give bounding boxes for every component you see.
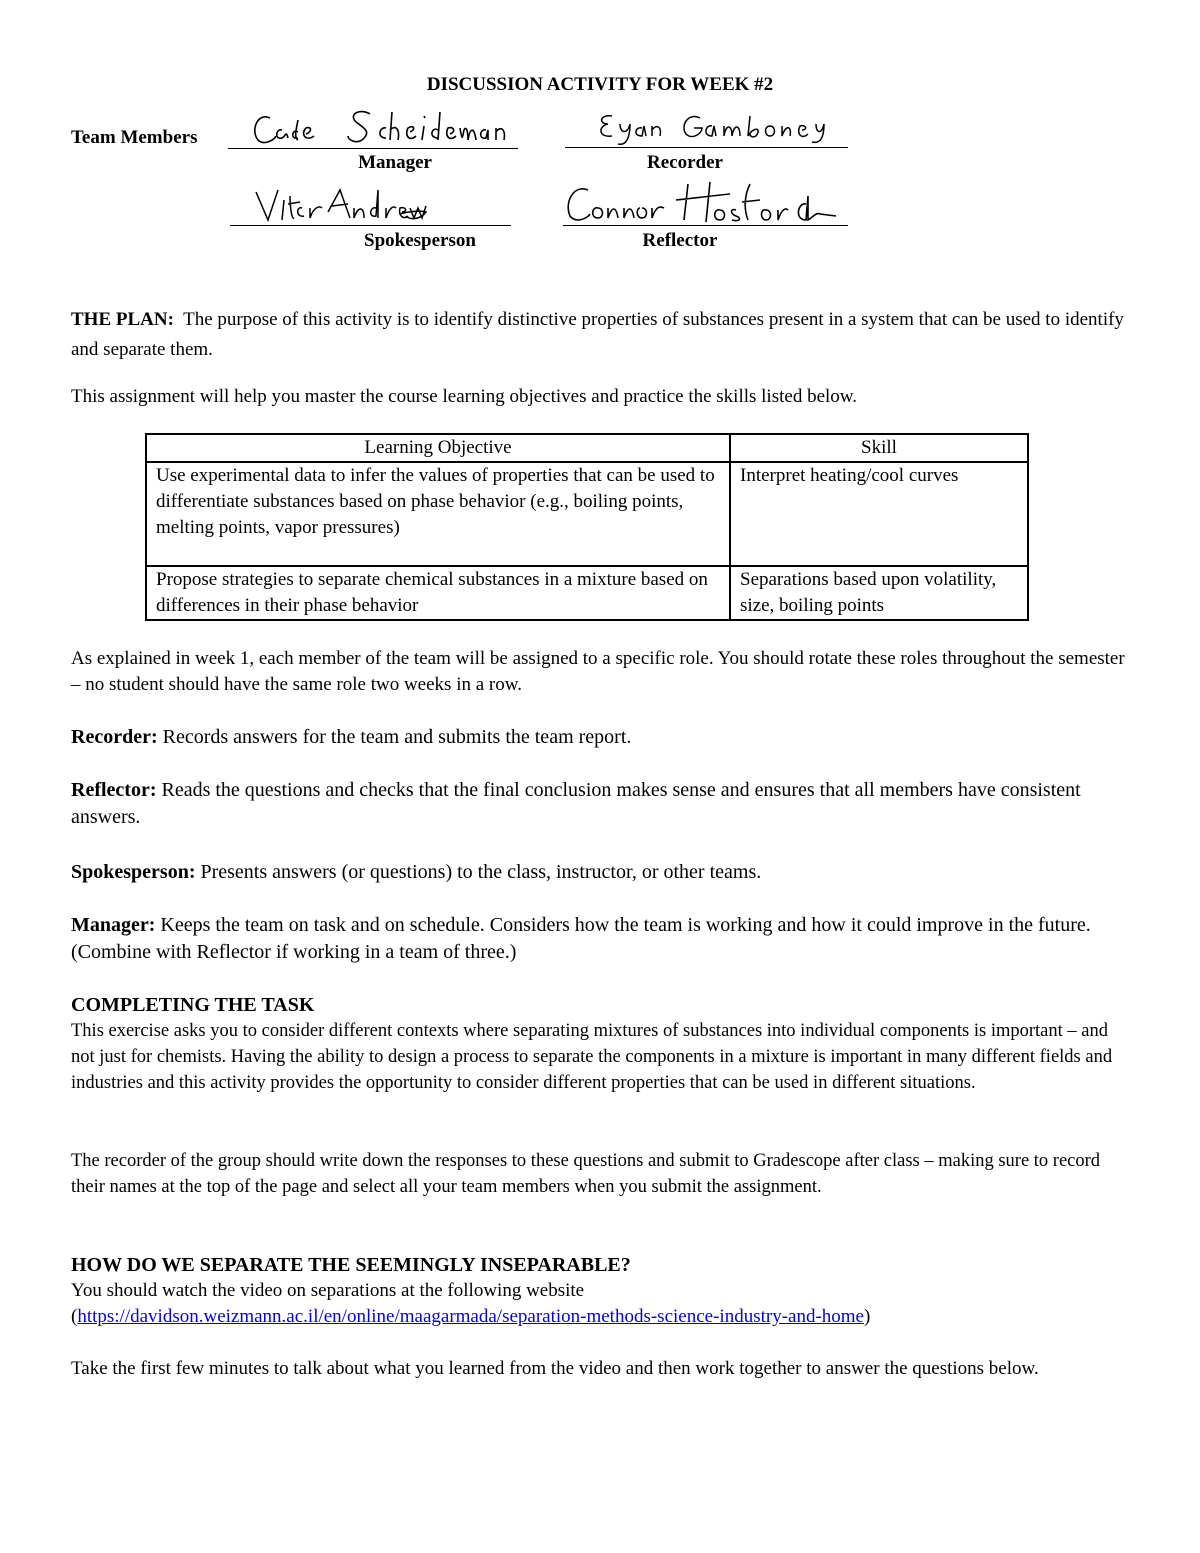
spokesperson-desc-label: Spokesperson: <box>71 861 196 883</box>
reflector-description <box>71 777 1131 831</box>
reflector-signature-line <box>563 225 848 226</box>
recorder-desc-label: Recorder: <box>71 726 158 748</box>
objectives-table <box>145 433 1029 621</box>
manager-signature-line <box>228 148 518 149</box>
header-skill: Skill <box>730 434 1028 462</box>
manager-desc-text: Keeps the team on task and on schedule. Considers how the team is working and how it could improve in the future. (Combine with Reflector if working in a team of three.) <box>71 914 1091 963</box>
recorder-signature-line <box>565 147 848 148</box>
team-members-label: Team Members <box>71 127 198 148</box>
manager-role-label: Manager <box>358 152 432 173</box>
page-title: DISCUSSION ACTIVITY FOR WEEK #2 <box>426 74 774 95</box>
completing-section <box>71 992 1131 1096</box>
skill-cell: Interpret heating/cool curves <box>730 462 1028 566</box>
header-learning-objective: Learning Objective <box>146 434 730 462</box>
objective-cell: Use experimental data to infer the values of properties that can be used to differentiate substances based on phase behavior (e.g., boiling points, melting points, vapor pressures) <box>146 462 730 566</box>
intro-paragraph: This assignment will help you master the course learning objectives and practice the skills listed below. <box>71 386 858 407</box>
recorder-signature <box>590 108 840 148</box>
table-row <box>146 462 1028 566</box>
reflector-signature <box>560 176 860 228</box>
open-paren: ( <box>71 1306 78 1327</box>
spokesperson-signature <box>250 182 430 226</box>
recorder-role-label: Recorder <box>647 152 723 173</box>
skill-cell: Separations based upon volatility, size, boiling points <box>730 566 1028 620</box>
plan-label: THE PLAN: <box>71 309 174 330</box>
closing-section <box>71 1356 1131 1382</box>
spokesperson-description <box>71 859 1131 886</box>
separate-text: You should watch the video on separations at the following website <box>71 1280 585 1301</box>
table-row <box>146 566 1028 620</box>
video-link-line <box>71 1304 1131 1330</box>
spokesperson-signature-line <box>230 225 511 226</box>
reflector-desc-text: Reads the questions and checks that the final conclusion makes sense and ensures that all members have consistent answers. <box>71 779 1081 828</box>
closing-text: Take the first few minutes to talk about what you learned from the video and then work together to answer the questions below. <box>71 1358 1039 1379</box>
roles-intro <box>71 646 1131 698</box>
spokesperson-desc-text: Presents answers (or questions) to the class, instructor, or other teams. <box>200 861 762 883</box>
recorder-note <box>71 1148 1131 1200</box>
manager-signature <box>240 100 530 150</box>
intro-text <box>71 384 1131 410</box>
completing-heading: COMPLETING THE TASK <box>71 994 315 1016</box>
close-paren: ) <box>864 1306 871 1327</box>
completing-text: This exercise asks you to consider different contexts where separating mixtures of substances into individual components is important – and not just for chemists. Having the ability to design a process to separate the components in a mixture is important in many different fields and industries and this activity provides the opportunity to consider different properties that can be used in different situations. <box>71 1021 1113 1093</box>
recorder-note-text: The recorder of the group should write down the responses to these questions and submit to Gradescope after class – making sure to record their names at the top of the page and select all your team members when you submit the assignment. <box>71 1151 1101 1197</box>
manager-description <box>71 912 1131 966</box>
table-header-row <box>146 434 1028 462</box>
manager-desc-label: Manager: <box>71 914 156 936</box>
roles-intro-paragraph: As explained in week 1, each member of the team will be assigned to a specific role. You should rotate these roles throughout the semester – no student should have the same role two weeks in a row. <box>71 648 1125 695</box>
plan-section <box>71 305 1131 365</box>
reflector-role-label: Reflector <box>642 230 718 251</box>
reflector-desc-label: Reflector: <box>71 779 157 801</box>
plan-text: The purpose of this activity is to identify distinctive properties of substances present in a system that can be used to identify and separate them. <box>71 309 1124 360</box>
separate-heading: HOW DO WE SEPARATE THE SEEMINGLY INSEPARABLE? <box>71 1254 631 1276</box>
video-link[interactable]: https://davidson.weizmann.ac.il/en/online/maagarmada/separation-methods-science-industry-and-home <box>77 1306 864 1327</box>
recorder-desc-text: Records answers for the team and submits the team report. <box>162 726 632 748</box>
recorder-description <box>71 724 1131 751</box>
spokesperson-role-label: Spokesperson <box>364 230 476 251</box>
objective-cell: Propose strategies to separate chemical substances in a mixture based on differences in their phase behavior <box>146 566 730 620</box>
separate-section <box>71 1252 1131 1330</box>
